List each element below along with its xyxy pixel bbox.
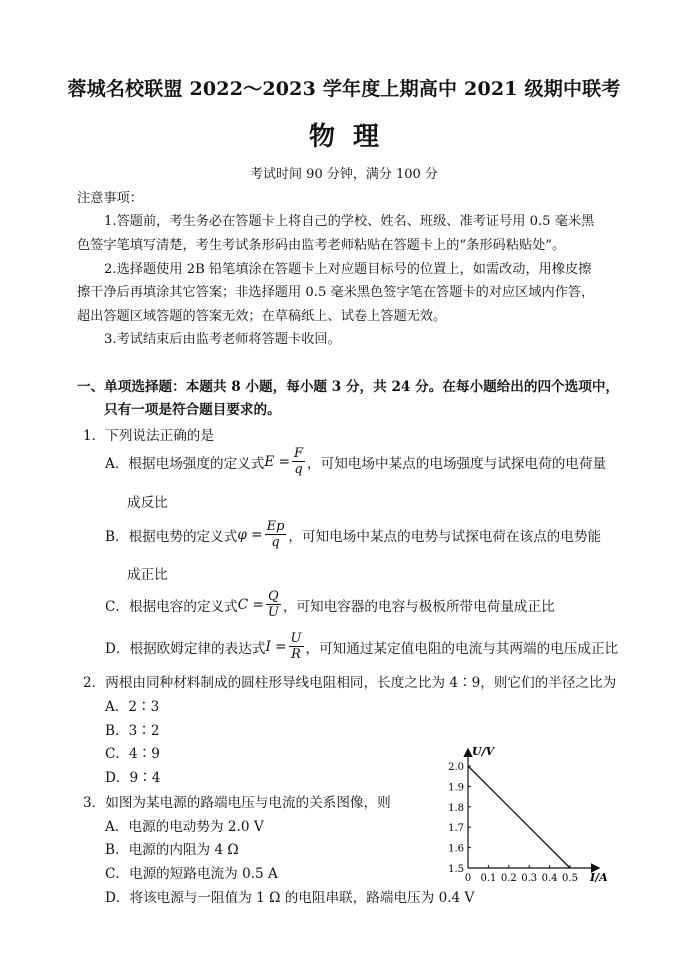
q2-option-a: A．2∶3 <box>105 699 160 715</box>
fraction-denominator: q <box>294 462 303 477</box>
question-1-stem: 1．下列说法正确的是 <box>83 428 214 444</box>
q1-option-d <box>105 631 618 662</box>
notice-line: 2.选择题使用 2B 铅笔填涂在答题卡上对应题目标号的位置上，如需改动，用橡皮擦 <box>104 262 592 277</box>
q1-option-d-text: D．根据欧姆定律的表达式 <box>105 640 266 657</box>
q3-option-c: C．电源的短路电流为 0.5 A <box>105 866 278 882</box>
fraction-denominator: q <box>271 535 280 550</box>
x-axis-label: I/A <box>590 871 608 884</box>
section-heading-cont: 只有一项是符合题目要求的。 <box>104 402 281 418</box>
y-tick-label: 1.7 <box>448 823 464 835</box>
x-tick-label: 0.2 <box>500 873 517 884</box>
q1-option-b <box>105 519 601 550</box>
q1-option-b-formula: φ = <box>237 526 263 543</box>
subject-title: 物理 <box>308 122 397 152</box>
u-i-graph <box>430 740 610 885</box>
fraction-denominator: U <box>267 605 279 620</box>
q1-option-a-text: ，可知电场中某点的电场强度与试探电荷的电荷量 <box>307 455 607 472</box>
q3-option-d: D．将该电源与一阻值为 1 Ω 的电阻串联，路端电压为 0.4 V <box>105 890 475 906</box>
q1-option-b-text: ，可知电场中某点的电势与试探电荷在该点的电势能 <box>288 528 602 545</box>
q1-option-a-fraction <box>292 446 305 477</box>
q1-option-c-fraction <box>266 589 281 620</box>
y-axis-label: U/V <box>472 745 495 758</box>
q1-option-d-fraction <box>289 631 304 662</box>
fraction-numerator: Ep <box>266 519 285 534</box>
q1-option-c-text: C．根据电容的定义式 <box>105 598 238 615</box>
notice-line: 超出答题区域答题的答案无效；在草稿纸上、试卷上答题无效。 <box>77 309 447 324</box>
notice-line: 色签字笔填写清楚，考生考试条形码由监考老师粘贴在答题卡上的“条形码粘贴处”。 <box>77 238 566 253</box>
y-tick-label: 2.0 <box>448 762 464 773</box>
fraction-denominator: R <box>291 647 301 662</box>
x-tick-label: 0.3 <box>521 873 538 884</box>
x-tick-label: 0.1 <box>480 873 497 884</box>
x-tick-label: 0.4 <box>541 873 558 884</box>
notice-heading: 注意事项： <box>77 191 143 206</box>
q1-option-a-formula: E = <box>264 453 290 470</box>
q2-option-c: C．4∶9 <box>105 746 160 762</box>
y-tick-label: 1.8 <box>448 802 464 814</box>
y-tick-label: 1.5 <box>448 864 464 875</box>
fraction-numerator: Q <box>268 589 279 604</box>
q1-option-c-formula: C = <box>237 596 264 613</box>
y-tick-label: 1.6 <box>448 843 464 855</box>
q1-option-a <box>105 446 606 477</box>
q3-option-b: B．电源的内阻为 4 Ω <box>105 842 239 858</box>
notice-line: 3.考试结束后由监考老师将答题卡收回。 <box>104 332 341 347</box>
y-tick-label: 1.9 <box>448 782 464 794</box>
q2-option-b: B．3∶2 <box>105 723 160 739</box>
q1-option-b-text: B．根据电势的定义式 <box>105 528 238 545</box>
fraction-numerator: U <box>290 631 302 646</box>
exam-title: 蓉城名校联盟 2022～2023 学年度上期高中 2021 级期中联考 <box>67 78 621 100</box>
q1-option-d-text: ，可知通过某定值电阻的电流与其两端的电压成正比 <box>305 640 619 657</box>
question-2-stem: 2．两根由同种材料制成的圆柱形导线电阻相同，长度之比为 4∶9，则它们的半径之比为 <box>83 675 617 691</box>
section-heading: 一、单项选择题：本题共 8 小题，每小题 3 分，共 24 分。在每小题给出的四个选项中， <box>77 379 620 395</box>
exam-meta: 考试时间 90 分钟，满分 100 分 <box>250 167 438 182</box>
q1-option-a-text: A．根据电场强度的定义式 <box>105 455 265 472</box>
q1-option-b-fraction <box>265 519 287 550</box>
q1-option-c-text: ，可知电容器的电容与极板所带电荷量成正比 <box>282 598 555 615</box>
q1-option-d-formula: I = <box>265 638 287 655</box>
series-line <box>468 766 570 868</box>
x-tick-label: 0.5 <box>562 873 578 884</box>
q1-option-a-cont: 成反比 <box>127 495 168 511</box>
q1-option-b-cont: 成正比 <box>127 567 168 583</box>
notice-line: 1.答题前，考生务必在答题卡上将自己的学校、姓名、班级、准考证号用 0.5 毫米黑 <box>104 214 595 229</box>
x-tick-label: 0 <box>464 873 472 884</box>
question-3-stem: 3．如图为某电源的路端电压与电流的关系图像，则 <box>83 795 391 811</box>
q2-option-d: D．9∶4 <box>105 770 161 786</box>
notice-line: 擦干净后再填涂其它答案；非选择题用 0.5 毫米黑色签字笔在答题卡的对应区域内作答， <box>77 285 595 300</box>
q1-option-c <box>105 589 555 620</box>
fraction-numerator: F <box>294 446 304 461</box>
q3-option-a: A．电源的电动势为 2.0 V <box>105 819 264 835</box>
